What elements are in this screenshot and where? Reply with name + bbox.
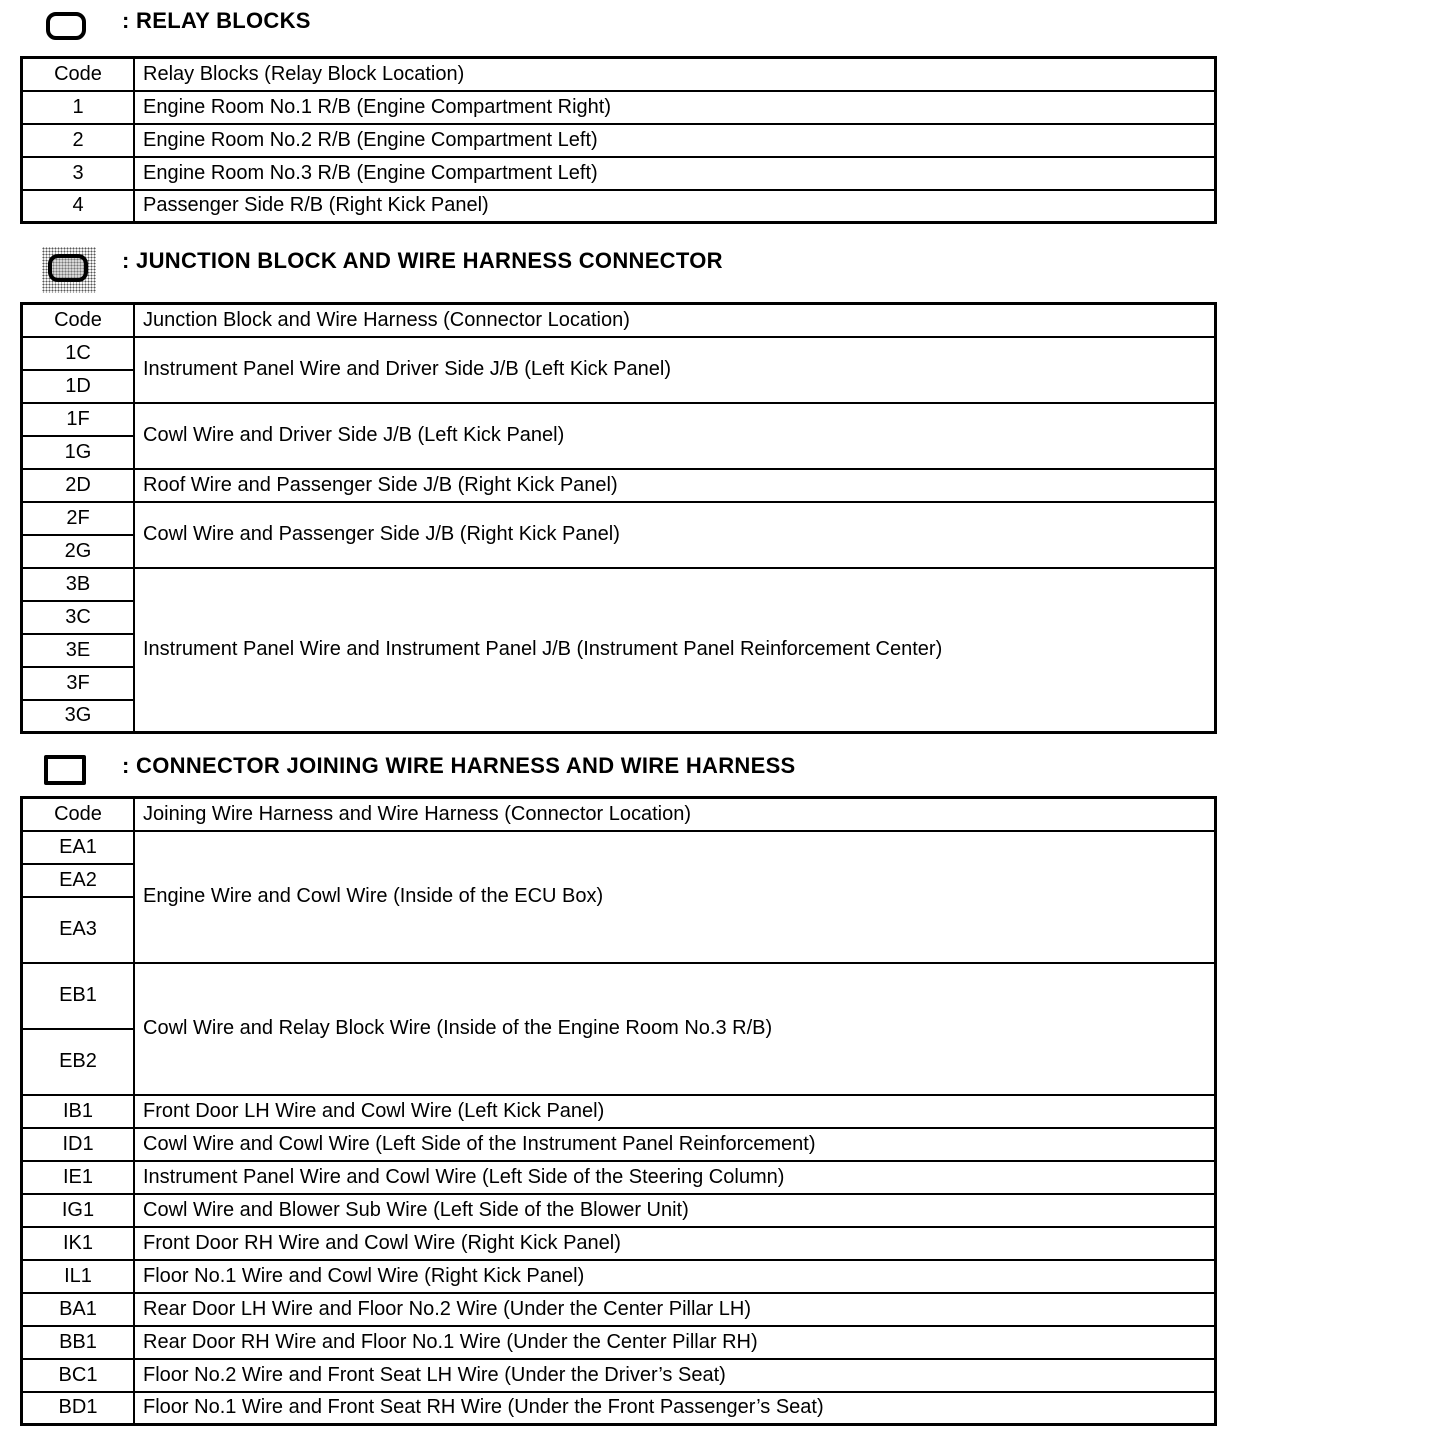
- table-row: [22, 1293, 1216, 1326]
- row-code: EB2: [22, 1029, 135, 1095]
- header-code: Code: [22, 304, 135, 337]
- row-code: 3F: [22, 667, 135, 700]
- junction-block-title: : JUNCTION BLOCK AND WIRE HARNESS CONNECTOR: [122, 248, 723, 273]
- row-description: Engine Room No.2 R/B (Engine Compartment Left): [134, 124, 1216, 157]
- connector-title: : CONNECTOR JOINING WIRE HARNESS AND WIRE HARNESS: [122, 753, 796, 778]
- row-code: 1D: [22, 370, 135, 403]
- row-description: Floor No.1 Wire and Cowl Wire (Right Kick Panel): [134, 1260, 1216, 1293]
- table-row: [22, 1260, 1216, 1293]
- header-description: Relay Blocks (Relay Block Location): [134, 58, 1216, 91]
- junction-block-symbol-icon: [48, 254, 88, 282]
- row-code: 1: [22, 91, 135, 124]
- header-code: Code: [22, 58, 135, 91]
- row-description: Instrument Panel Wire and Instrument Panel J/B (Instrument Panel Reinforcement Center): [134, 568, 1216, 733]
- row-code: 2G: [22, 535, 135, 568]
- table-header-row: [22, 798, 1216, 831]
- table-row: [22, 1359, 1216, 1392]
- row-description: Floor No.1 Wire and Front Seat RH Wire (Under the Front Passenger’s Seat): [134, 1392, 1216, 1425]
- row-code: 2F: [22, 502, 135, 535]
- table-row: [22, 1392, 1216, 1425]
- row-description: Cowl Wire and Cowl Wire (Left Side of the Instrument Panel Reinforcement): [134, 1128, 1216, 1161]
- row-code: BA1: [22, 1293, 135, 1326]
- table-row: [22, 469, 1216, 502]
- row-code: 2D: [22, 469, 135, 502]
- table-row: [22, 963, 1216, 1029]
- row-code: EA3: [22, 897, 135, 963]
- header-code: Code: [22, 798, 135, 831]
- row-description: Engine Wire and Cowl Wire (Inside of the ECU Box): [134, 831, 1216, 963]
- row-description: Roof Wire and Passenger Side J/B (Right Kick Panel): [134, 469, 1216, 502]
- relay-block-symbol-icon: [46, 12, 86, 40]
- table-row: [22, 124, 1216, 157]
- table-row: [22, 1128, 1216, 1161]
- header-description: Joining Wire Harness and Wire Harness (Connector Location): [134, 798, 1216, 831]
- row-code: 1F: [22, 403, 135, 436]
- row-description: Front Door LH Wire and Cowl Wire (Left Kick Panel): [134, 1095, 1216, 1128]
- row-code: BD1: [22, 1392, 135, 1425]
- row-code: EA1: [22, 831, 135, 864]
- row-code: BC1: [22, 1359, 135, 1392]
- table-row: [22, 1161, 1216, 1194]
- row-description: Passenger Side R/B (Right Kick Panel): [134, 190, 1216, 223]
- table-row: [22, 190, 1216, 223]
- header-description: Junction Block and Wire Harness (Connector Location): [134, 304, 1216, 337]
- row-code: 2: [22, 124, 135, 157]
- row-description: Cowl Wire and Relay Block Wire (Inside of the Engine Room No.3 R/B): [134, 963, 1216, 1095]
- connector-symbol-icon: [44, 755, 86, 785]
- table-row: [22, 157, 1216, 190]
- junction-block-table: [20, 302, 1217, 734]
- table-row: [22, 403, 1216, 436]
- table-row: [22, 568, 1216, 601]
- relay-blocks-table: [20, 56, 1217, 224]
- row-code: 1C: [22, 337, 135, 370]
- table-header-row: [22, 58, 1216, 91]
- row-description: Instrument Panel Wire and Cowl Wire (Left Side of the Steering Column): [134, 1161, 1216, 1194]
- row-description: Floor No.2 Wire and Front Seat LH Wire (Under the Driver’s Seat): [134, 1359, 1216, 1392]
- table-row: [22, 91, 1216, 124]
- row-code: 3E: [22, 634, 135, 667]
- row-description: Cowl Wire and Passenger Side J/B (Right Kick Panel): [134, 502, 1216, 568]
- table-row: [22, 831, 1216, 864]
- row-description: Rear Door RH Wire and Floor No.1 Wire (Under the Center Pillar RH): [134, 1326, 1216, 1359]
- row-code: 3: [22, 157, 135, 190]
- row-code: IK1: [22, 1227, 135, 1260]
- table-row: [22, 502, 1216, 535]
- row-code: IE1: [22, 1161, 135, 1194]
- row-description: Cowl Wire and Blower Sub Wire (Left Side of the Blower Unit): [134, 1194, 1216, 1227]
- table-row: [22, 1227, 1216, 1260]
- row-description: Rear Door LH Wire and Floor No.2 Wire (Under the Center Pillar LH): [134, 1293, 1216, 1326]
- row-code: 1G: [22, 436, 135, 469]
- row-code: EB1: [22, 963, 135, 1029]
- row-description: Instrument Panel Wire and Driver Side J/B (Left Kick Panel): [134, 337, 1216, 403]
- row-code: IB1: [22, 1095, 135, 1128]
- row-code: 3C: [22, 601, 135, 634]
- table-row: [22, 1194, 1216, 1227]
- table-row: [22, 1095, 1216, 1128]
- row-code: BB1: [22, 1326, 135, 1359]
- table-header-row: [22, 304, 1216, 337]
- row-code: 3B: [22, 568, 135, 601]
- table-row: [22, 1326, 1216, 1359]
- row-code: 3G: [22, 700, 135, 733]
- row-code: 4: [22, 190, 135, 223]
- row-code: IL1: [22, 1260, 135, 1293]
- relay-blocks-title: : RELAY BLOCKS: [122, 8, 311, 33]
- row-description: Front Door RH Wire and Cowl Wire (Right Kick Panel): [134, 1227, 1216, 1260]
- connector-table: [20, 796, 1217, 1426]
- row-code: IG1: [22, 1194, 135, 1227]
- row-code: EA2: [22, 864, 135, 897]
- row-description: Cowl Wire and Driver Side J/B (Left Kick Panel): [134, 403, 1216, 469]
- row-description: Engine Room No.3 R/B (Engine Compartment Left): [134, 157, 1216, 190]
- row-description: Engine Room No.1 R/B (Engine Compartment Right): [134, 91, 1216, 124]
- table-row: [22, 337, 1216, 370]
- row-code: ID1: [22, 1128, 135, 1161]
